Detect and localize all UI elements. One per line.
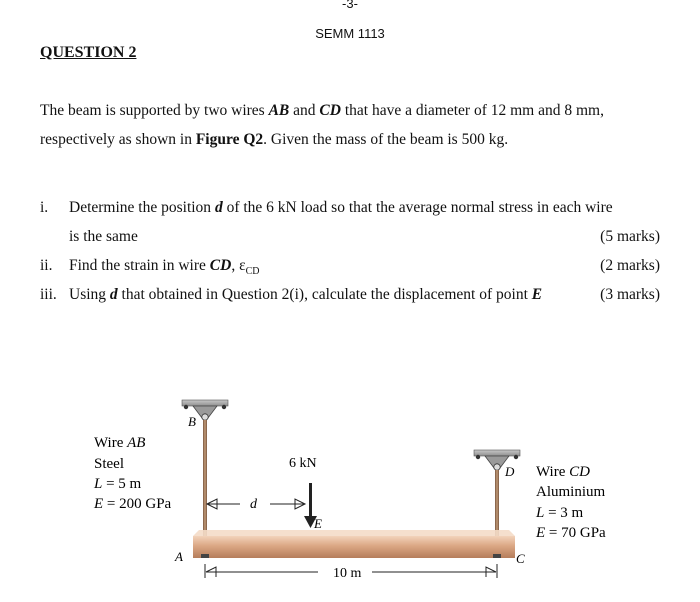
dimension-span-label: 10 m — [333, 566, 362, 581]
point-e-label: E — [314, 516, 322, 531]
marks-label: (2 marks) — [600, 257, 660, 274]
item-text-part: Using — [69, 286, 110, 303]
figure-ref: Figure Q2 — [195, 131, 264, 148]
item-text-part: of the 6 kN load so that the average normal stress in each wire — [222, 199, 613, 216]
strain-subscript: CD — [245, 266, 260, 278]
question-heading: QUESTION 2 — [40, 44, 137, 61]
marks-label: (5 marks) — [600, 228, 660, 245]
item-text-part: Determine the position — [69, 199, 215, 216]
marks-label: (3 marks) — [600, 286, 660, 303]
beam — [193, 530, 515, 558]
var-d: d — [109, 286, 118, 303]
item-text — [69, 199, 613, 217]
intro-line-1 — [40, 102, 604, 120]
wire-ab-modulus: E = 200 GPa — [94, 496, 172, 512]
wire-cd-properties — [535, 464, 606, 541]
item-text — [69, 286, 542, 304]
wire-ab-properties — [93, 435, 172, 512]
strain-symbol: ε — [239, 257, 246, 274]
course-code: SEMM 1113 — [315, 26, 385, 41]
point-a-label: A — [175, 549, 183, 564]
item-text — [69, 257, 260, 277]
intro-text: and — [289, 102, 320, 119]
wire-ab-ref: AB — [268, 102, 290, 119]
item-number: iii. — [40, 286, 57, 303]
page-number: -3- — [342, 0, 358, 11]
wire-cd-length: L = 3 m — [536, 505, 584, 521]
item-text-part: that obtained in Question 2(i), calculate the displacement of point — [117, 286, 532, 303]
dimension-d-label: d — [250, 497, 257, 512]
wire-cd-title: Wire CD — [536, 464, 590, 480]
wire-cd-modulus: E = 70 GPa — [536, 525, 606, 541]
wire-cd-ref: CD — [319, 102, 341, 119]
point-b-label: B — [188, 414, 196, 429]
load-label: 6 kN — [289, 456, 317, 471]
item-number: i. — [40, 199, 49, 216]
item-text-part: , — [231, 257, 240, 274]
wire-ab-length: L = 5 m — [94, 476, 142, 492]
item-text-cont: is the same — [69, 228, 138, 245]
intro-text: . Given the mass of the beam is 500 kg. — [263, 131, 509, 148]
point-c-label: C — [516, 551, 525, 566]
wire-cd-ref: CD — [209, 257, 232, 274]
intro-line-2 — [40, 131, 508, 149]
point-e-ref: E — [531, 286, 543, 303]
point-d-label: D — [505, 464, 515, 479]
intro-text: The beam is supported by two wires — [40, 102, 269, 119]
item-text-part: Find the strain in wire — [69, 257, 210, 274]
wire-ab-title: Wire AB — [94, 435, 146, 451]
intro-text: respectively as shown in — [40, 131, 196, 148]
beam-diagram — [0, 380, 700, 602]
intro-text: that have a diameter of 12 mm and 8 mm, — [340, 102, 604, 119]
wire-ab-material: Steel — [94, 456, 124, 472]
wire-cd-material: Aluminium — [536, 484, 606, 500]
item-number: ii. — [40, 257, 53, 274]
var-d: d — [214, 199, 223, 216]
